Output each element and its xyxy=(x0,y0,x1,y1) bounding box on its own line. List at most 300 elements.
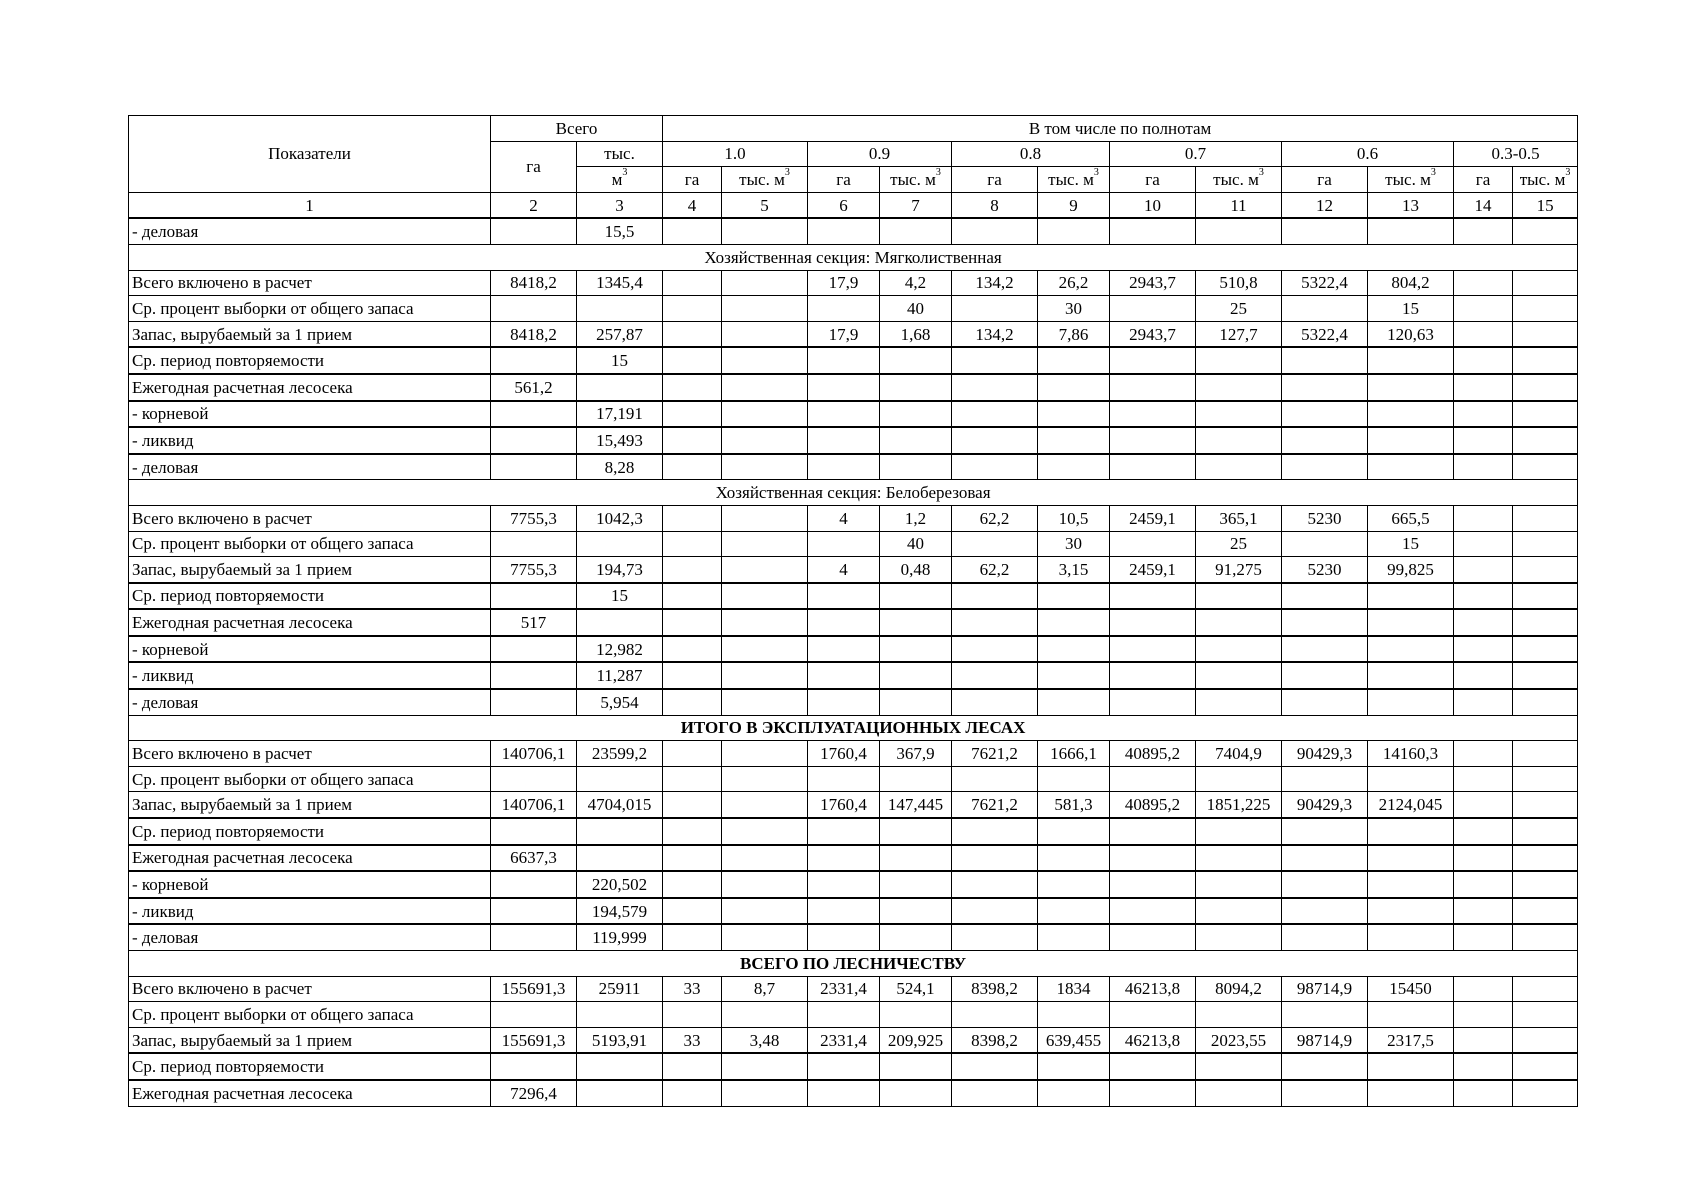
table-cell xyxy=(1513,583,1578,610)
table-cell: 17,9 xyxy=(808,321,880,347)
table-cell xyxy=(663,609,722,636)
table-cell xyxy=(1282,1053,1368,1080)
table-cell xyxy=(722,1080,808,1106)
table-row xyxy=(129,792,1578,818)
table-cell xyxy=(952,689,1038,715)
table-cell xyxy=(491,924,577,950)
table-cell: 8418,2 xyxy=(491,321,577,347)
table-cell xyxy=(1513,401,1578,428)
table-cell: 3,15 xyxy=(1038,557,1110,583)
table-cell xyxy=(1368,454,1454,480)
table-cell xyxy=(491,296,577,322)
table-cell xyxy=(1454,976,1513,1002)
table-cell: 2943,7 xyxy=(1110,270,1196,296)
table-cell xyxy=(1282,766,1368,792)
table-cell xyxy=(880,818,952,845)
table-cell xyxy=(1110,218,1196,244)
table-cell xyxy=(808,871,880,898)
row-label: Ср. процент выборки от общего запаса xyxy=(129,1002,491,1028)
table-cell xyxy=(1368,662,1454,689)
table-cell xyxy=(1196,1053,1282,1080)
header-unit-thous-m3 xyxy=(1196,167,1282,193)
column-number: 8 xyxy=(952,192,1038,218)
table-cell xyxy=(1368,636,1454,663)
table-cell xyxy=(663,454,722,480)
row-label: Ср. процент выборки от общего запаса xyxy=(129,766,491,792)
table-cell xyxy=(808,662,880,689)
unit-cube: 3 xyxy=(622,166,628,178)
table-cell xyxy=(663,1002,722,1028)
table-cell xyxy=(1038,662,1110,689)
table-cell xyxy=(491,636,577,663)
table-cell: 15450 xyxy=(1368,976,1454,1002)
table-cell xyxy=(952,296,1038,322)
header-unit-thous-m3 xyxy=(880,167,952,193)
table-cell xyxy=(808,583,880,610)
table-cell: 2023,55 xyxy=(1196,1027,1282,1053)
table-cell xyxy=(1368,898,1454,925)
table-cell: 1345,4 xyxy=(577,270,663,296)
table-cell xyxy=(1368,845,1454,872)
table-cell xyxy=(1196,871,1282,898)
table-cell xyxy=(577,1080,663,1106)
row-label: - деловая xyxy=(129,689,491,715)
table-cell xyxy=(1038,583,1110,610)
table-cell: 40895,2 xyxy=(1110,741,1196,767)
table-cell xyxy=(1368,347,1454,374)
table-row xyxy=(129,1002,1578,1028)
row-label: - ликвид xyxy=(129,662,491,689)
table-cell xyxy=(491,401,577,428)
table-cell: 17,191 xyxy=(577,401,663,428)
row-label: - ликвид xyxy=(129,427,491,454)
table-cell xyxy=(1196,609,1282,636)
table-row xyxy=(129,427,1578,454)
table-cell xyxy=(808,924,880,950)
table-cell xyxy=(1110,454,1196,480)
row-label: - корневой xyxy=(129,401,491,428)
table-cell xyxy=(1110,871,1196,898)
table-cell xyxy=(1454,270,1513,296)
unit-cube: 3 xyxy=(1565,166,1571,178)
table-cell xyxy=(1368,1080,1454,1106)
table-cell: 1666,1 xyxy=(1038,741,1110,767)
table-cell xyxy=(1110,531,1196,557)
table-cell xyxy=(808,218,880,244)
table-cell xyxy=(1513,531,1578,557)
table-cell xyxy=(1368,871,1454,898)
table-cell: 140706,1 xyxy=(491,741,577,767)
table-cell xyxy=(1454,401,1513,428)
table-cell xyxy=(952,1080,1038,1106)
table-cell: 7404,9 xyxy=(1196,741,1282,767)
table-cell xyxy=(577,845,663,872)
table-cell xyxy=(1196,898,1282,925)
table-cell xyxy=(1110,401,1196,428)
table-cell xyxy=(880,636,952,663)
table-cell: 7621,2 xyxy=(952,741,1038,767)
table-cell: 26,2 xyxy=(1038,270,1110,296)
table-cell xyxy=(880,347,952,374)
table-cell xyxy=(663,689,722,715)
table-cell xyxy=(1110,374,1196,401)
table-row xyxy=(129,296,1578,322)
table-cell: 0,48 xyxy=(880,557,952,583)
table-cell: 12,982 xyxy=(577,636,663,663)
table-cell xyxy=(1038,636,1110,663)
table-row xyxy=(129,818,1578,845)
table-cell: 8398,2 xyxy=(952,1027,1038,1053)
table-cell xyxy=(577,609,663,636)
table-cell xyxy=(1110,818,1196,845)
table-cell: 15 xyxy=(1368,531,1454,557)
table-cell xyxy=(491,1053,577,1080)
table-cell xyxy=(1110,427,1196,454)
table-cell xyxy=(1454,218,1513,244)
table-row xyxy=(129,1053,1578,1080)
table-cell xyxy=(1038,845,1110,872)
table-cell xyxy=(722,401,808,428)
table-cell: 581,3 xyxy=(1038,792,1110,818)
row-label: Всего включено в расчет xyxy=(129,270,491,296)
table-cell: 40 xyxy=(880,296,952,322)
table-cell xyxy=(1454,1080,1513,1106)
table-row xyxy=(129,662,1578,689)
row-label: Ежегодная расчетная лесосека xyxy=(129,845,491,872)
table-cell: 25 xyxy=(1196,531,1282,557)
table-cell xyxy=(722,270,808,296)
header-including: В том числе по полнотам xyxy=(663,116,1578,142)
table-cell xyxy=(952,609,1038,636)
section-row xyxy=(129,244,1578,270)
table-row xyxy=(129,1027,1578,1053)
table-cell xyxy=(1038,609,1110,636)
table-cell xyxy=(1196,218,1282,244)
table-row xyxy=(129,636,1578,663)
table-header xyxy=(129,116,1578,219)
table-cell: 194,73 xyxy=(577,557,663,583)
table-cell xyxy=(1513,871,1578,898)
header-row-1 xyxy=(129,116,1578,142)
table-cell: 40 xyxy=(880,531,952,557)
table-cell xyxy=(1282,427,1368,454)
column-number: 12 xyxy=(1282,192,1368,218)
table-cell: 127,7 xyxy=(1196,321,1282,347)
row-label: Запас, вырубаемый за 1 прием xyxy=(129,1027,491,1053)
table-cell xyxy=(1110,766,1196,792)
table-cell xyxy=(663,898,722,925)
table-cell xyxy=(1038,689,1110,715)
table-cell: 4704,015 xyxy=(577,792,663,818)
table-cell xyxy=(663,1080,722,1106)
header-density-4: 0.7 xyxy=(1110,141,1282,167)
table-cell xyxy=(491,1002,577,1028)
table-cell xyxy=(722,741,808,767)
table-cell xyxy=(1282,583,1368,610)
table-cell xyxy=(808,689,880,715)
table-cell: 7755,3 xyxy=(491,557,577,583)
table-row xyxy=(129,689,1578,715)
row-label: - деловая xyxy=(129,924,491,950)
table-cell xyxy=(1368,218,1454,244)
table-cell xyxy=(808,296,880,322)
table-cell: 30 xyxy=(1038,531,1110,557)
unit-thous-m: тыс. м xyxy=(1385,169,1431,189)
header-density-6: 0.3-0.5 xyxy=(1454,141,1578,167)
table-cell: 5230 xyxy=(1282,505,1368,531)
table-cell: 140706,1 xyxy=(491,792,577,818)
table-cell xyxy=(880,454,952,480)
section-title: Хозяйственная секция: Белоберезовая xyxy=(129,480,1578,506)
table-cell xyxy=(491,662,577,689)
table-cell xyxy=(1513,898,1578,925)
table-cell xyxy=(722,792,808,818)
table-cell xyxy=(1282,1002,1368,1028)
table-cell xyxy=(1513,924,1578,950)
table-cell xyxy=(1454,557,1513,583)
table-cell: 517 xyxy=(491,609,577,636)
header-unit-thous-m3 xyxy=(1368,167,1454,193)
table-cell: 91,275 xyxy=(1196,557,1282,583)
table-cell xyxy=(808,636,880,663)
table-cell xyxy=(1110,347,1196,374)
table-cell xyxy=(1282,218,1368,244)
table-cell xyxy=(1110,662,1196,689)
table-cell xyxy=(1513,609,1578,636)
table-cell xyxy=(952,766,1038,792)
table-cell: 1760,4 xyxy=(808,741,880,767)
table-cell xyxy=(1282,871,1368,898)
table-cell xyxy=(1454,347,1513,374)
table-cell xyxy=(1196,818,1282,845)
table-cell xyxy=(1454,1002,1513,1028)
row-label: Запас, вырубаемый за 1 прием xyxy=(129,792,491,818)
section-row xyxy=(129,715,1578,741)
table-cell xyxy=(1038,1080,1110,1106)
table-cell xyxy=(1282,898,1368,925)
table-cell xyxy=(663,218,722,244)
table-cell: 194,579 xyxy=(577,898,663,925)
unit-cube: 3 xyxy=(784,166,790,178)
table-cell: 33 xyxy=(663,976,722,1002)
header-unit-ha: га xyxy=(1454,167,1513,193)
table-cell: 5,954 xyxy=(577,689,663,715)
table-cell: 8,7 xyxy=(722,976,808,1002)
table-cell xyxy=(1196,766,1282,792)
table-cell xyxy=(1454,898,1513,925)
table-cell xyxy=(880,871,952,898)
table-cell xyxy=(880,662,952,689)
table-row xyxy=(129,347,1578,374)
table-cell xyxy=(722,347,808,374)
table-cell xyxy=(663,505,722,531)
table-row xyxy=(129,1080,1578,1106)
section-row xyxy=(129,951,1578,977)
table-cell xyxy=(1513,845,1578,872)
table-cell xyxy=(808,766,880,792)
table-cell xyxy=(1110,1002,1196,1028)
table-cell xyxy=(491,454,577,480)
table-cell xyxy=(880,609,952,636)
table-cell xyxy=(663,374,722,401)
table-cell xyxy=(722,505,808,531)
table-row xyxy=(129,898,1578,925)
table-cell xyxy=(1038,818,1110,845)
table-cell: 25 xyxy=(1196,296,1282,322)
section-title: Хозяйственная секция: Мягколиственная xyxy=(129,244,1578,270)
table-cell xyxy=(880,583,952,610)
row-label: Ср. процент выборки от общего запаса xyxy=(129,531,491,557)
table-row xyxy=(129,583,1578,610)
header-unit-m3 xyxy=(577,167,663,193)
table-cell xyxy=(1282,845,1368,872)
table-cell: 524,1 xyxy=(880,976,952,1002)
table-cell xyxy=(722,557,808,583)
table-cell xyxy=(663,347,722,374)
header-total-thous: тыс. xyxy=(577,141,663,167)
table-cell: 367,9 xyxy=(880,741,952,767)
table-cell: 99,825 xyxy=(1368,557,1454,583)
table-cell xyxy=(1513,766,1578,792)
table-cell xyxy=(663,401,722,428)
table-cell: 8418,2 xyxy=(491,270,577,296)
table-cell xyxy=(1110,689,1196,715)
table-cell: 14160,3 xyxy=(1368,741,1454,767)
table-cell xyxy=(722,766,808,792)
column-number: 6 xyxy=(808,192,880,218)
table-cell: 639,455 xyxy=(1038,1027,1110,1053)
unit-thous-m: тыс. м xyxy=(1213,169,1259,189)
table-cell xyxy=(1513,270,1578,296)
table-cell xyxy=(808,1002,880,1028)
table-cell xyxy=(1513,818,1578,845)
table-cell: 2124,045 xyxy=(1368,792,1454,818)
table-cell xyxy=(1513,1002,1578,1028)
table-cell xyxy=(722,374,808,401)
table-cell xyxy=(952,845,1038,872)
table-cell xyxy=(491,871,577,898)
table-cell xyxy=(880,845,952,872)
row-label: Ср. период повторяемости xyxy=(129,583,491,610)
table-cell xyxy=(1454,818,1513,845)
forest-table xyxy=(128,115,1578,1107)
table-cell xyxy=(722,689,808,715)
table-cell: 17,9 xyxy=(808,270,880,296)
header-unit-ha: га xyxy=(663,167,722,193)
table-cell xyxy=(1110,583,1196,610)
row-label: Всего включено в расчет xyxy=(129,976,491,1002)
table-cell xyxy=(1454,845,1513,872)
table-cell xyxy=(1038,218,1110,244)
table-cell xyxy=(1454,427,1513,454)
table-cell xyxy=(1513,218,1578,244)
table-cell xyxy=(1196,583,1282,610)
table-cell: 7621,2 xyxy=(952,792,1038,818)
table-cell xyxy=(1454,374,1513,401)
table-cell xyxy=(880,898,952,925)
table-cell xyxy=(1196,662,1282,689)
table-cell xyxy=(1513,741,1578,767)
table-cell xyxy=(663,531,722,557)
unit-thous-m: тыс. м xyxy=(739,169,785,189)
table-cell xyxy=(1282,401,1368,428)
table-cell: 1851,225 xyxy=(1196,792,1282,818)
table-cell: 98714,9 xyxy=(1282,1027,1368,1053)
table-cell xyxy=(1454,1053,1513,1080)
column-number-row xyxy=(129,192,1578,218)
table-cell xyxy=(722,427,808,454)
table-cell xyxy=(722,531,808,557)
unit-cube: 3 xyxy=(935,166,941,178)
table-cell xyxy=(1282,531,1368,557)
table-cell xyxy=(491,766,577,792)
table-cell xyxy=(491,583,577,610)
table-cell: 15 xyxy=(577,347,663,374)
table-cell xyxy=(952,583,1038,610)
table-cell: 2943,7 xyxy=(1110,321,1196,347)
table-cell: 2317,5 xyxy=(1368,1027,1454,1053)
table-cell xyxy=(491,689,577,715)
table-cell: 155691,3 xyxy=(491,1027,577,1053)
table-cell xyxy=(952,374,1038,401)
table-cell xyxy=(1454,583,1513,610)
table-cell xyxy=(1282,609,1368,636)
table-cell xyxy=(808,401,880,428)
table-cell xyxy=(1368,583,1454,610)
table-cell: 4 xyxy=(808,505,880,531)
table-cell xyxy=(1282,1080,1368,1106)
table-cell xyxy=(952,662,1038,689)
table-cell xyxy=(1513,557,1578,583)
table-cell: 98714,9 xyxy=(1282,976,1368,1002)
table-cell: 209,925 xyxy=(880,1027,952,1053)
table-cell xyxy=(1368,818,1454,845)
table-cell xyxy=(663,845,722,872)
table-cell xyxy=(952,898,1038,925)
table-cell xyxy=(1038,871,1110,898)
table-cell xyxy=(1196,1080,1282,1106)
row-label: Запас, вырубаемый за 1 прием xyxy=(129,557,491,583)
table-cell: 15 xyxy=(1368,296,1454,322)
unit-m: м xyxy=(611,169,623,189)
table-row xyxy=(129,871,1578,898)
table-cell xyxy=(1110,924,1196,950)
table-cell: 6637,3 xyxy=(491,845,577,872)
table-cell xyxy=(1454,636,1513,663)
table-cell xyxy=(1513,347,1578,374)
table-cell xyxy=(1513,636,1578,663)
table-cell xyxy=(808,845,880,872)
table-cell: 8094,2 xyxy=(1196,976,1282,1002)
table-cell xyxy=(577,1002,663,1028)
table-cell xyxy=(722,321,808,347)
table-cell xyxy=(880,1002,952,1028)
table-cell xyxy=(1368,689,1454,715)
header-total: Всего xyxy=(491,116,663,142)
table-cell xyxy=(722,609,808,636)
table-cell xyxy=(491,818,577,845)
table-cell xyxy=(808,1053,880,1080)
table-cell xyxy=(1368,1002,1454,1028)
table-cell xyxy=(1282,296,1368,322)
table-cell: 7755,3 xyxy=(491,505,577,531)
table-cell xyxy=(577,531,663,557)
section-title: ИТОГО В ЭКСПЛУАТАЦИОННЫХ ЛЕСАХ xyxy=(129,715,1578,741)
table-cell xyxy=(880,427,952,454)
table-cell xyxy=(722,636,808,663)
table-cell xyxy=(952,818,1038,845)
table-cell xyxy=(491,898,577,925)
